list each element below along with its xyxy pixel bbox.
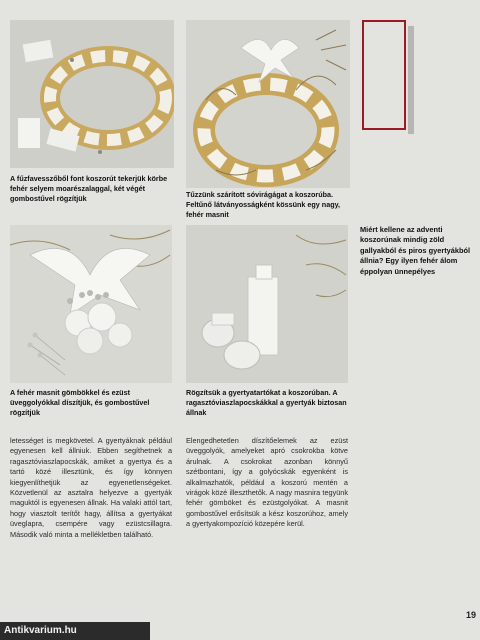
page-number: 19: [466, 610, 477, 620]
photo-candles: [186, 225, 348, 383]
side-note: Miért kellene az adventi koszorúnak mindig zöld gallyakból és piros gyertyákból állnia? Egy ilyen fehér álom éppolyan ünnepélyes: [360, 225, 471, 276]
body-text-left: [10, 436, 172, 540]
photo-wrapped-wreath: [10, 20, 174, 168]
bow-balls-image: [10, 225, 172, 383]
wreath-flowers-image: [186, 20, 350, 188]
body-text-right: [186, 436, 348, 530]
wreath-ribbon-image: [10, 20, 174, 168]
caption-photo2: Tűzzünk szárított sóvirágágat a koszorúba. Feltűnő látványosságként kössünk egy nagy, fehér masnit: [186, 190, 341, 220]
caption-photo1: A fűzfavesszőből font koszorút tekerjük körbe fehér selyem moarészalaggal, két végét gombostűvel rögzítjük: [10, 174, 168, 204]
caption-photo4: Rögzítsük a gyertyatartókat a koszorúban. A ragasztóviaszlapocskákkal a gyertyák biztosan állnak: [186, 388, 347, 418]
body-left-paragraph: letességet is megkövetel. A gyertyáknak például egyenesen kell állniuk. Ebben segíthetnek a ragasztóviaszlapocskák, amiket a gyertya és a tartó közé illesztünk, és így könnyen kiegyenlíthetjük az egyenetlenségeket. Közvetlenül az asztalra helyezve a gyertyák maguktól is egyenesen állnak. Ha valaki attól tart, hogy viasztolt terítőt hagy, állítsa a gyertyákat üveglapra, csempére vagy ezüstcsillagra. Második való minta a mellékletben található.: [10, 436, 172, 539]
photo-wreath-flowers: [186, 20, 350, 188]
box-shadow: [408, 26, 414, 134]
photo-bow-balls: [10, 225, 172, 383]
red-frame-ornament: [362, 20, 406, 130]
watermark-logo: Antikvarium.hu: [0, 622, 150, 640]
body-right-paragraph: Elengedhetetlen díszítőelemek az ezüst üveggolyók, amelyeket apró csokrokba kötve árulnak. A csokrokat azonban könnyű szétbontani, így a golyócskák egyenként is alkalmazhatók, például a koszorú mentén a virágok közé illeszthetők. A nagy masnira tegyünk fehér gömböket és ezüstgolyókat. A masnit gombostűvel erősítsük a kész koszorúhoz, amely a gyertyakompozíció közepére kerül.: [186, 436, 348, 529]
caption-photo3: A fehér masnit gömbökkel és ezüst üveggolyókkal díszítjük, és gombostűvel rögzítjük: [10, 388, 150, 418]
candles-image: [186, 225, 348, 383]
